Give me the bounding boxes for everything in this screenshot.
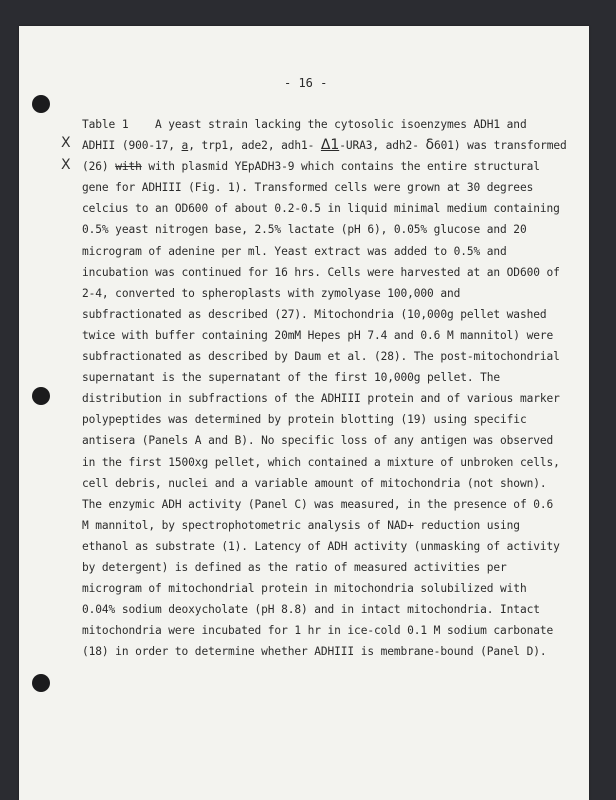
table-caption-text bbox=[82, 114, 587, 662]
text-line: microgram of mitochondrial protein in mitochondria solubilized with bbox=[82, 582, 527, 596]
page-number: - 16 - bbox=[284, 76, 328, 90]
text-line: 0.5% yeast nitrogen base, 2.5% lactate (pH 6), 0.05% glucose and 20 bbox=[82, 223, 527, 237]
handwritten-delta-annotation: δ bbox=[425, 137, 434, 154]
binder-hole bbox=[32, 95, 50, 113]
text-line: (26) with with plasmid YEpADH3-9 which contains the entire structural bbox=[82, 160, 540, 174]
text-line: by detergent) is defined as the ratio of measured activities per bbox=[82, 560, 507, 574]
text-line: distribution in subfractions of the ADHIII protein and of various marker bbox=[82, 392, 560, 406]
struck-word: with bbox=[115, 160, 142, 174]
text-line: polypeptides was determined by protein blotting (19) using specific bbox=[82, 413, 527, 427]
text-line: incubation was continued for 16 hrs. Cells were harvested at an OD600 of bbox=[82, 265, 560, 279]
text-line: 0.04% sodium deoxycholate (pH 8.8) and in intact mitochondria. Intact bbox=[82, 603, 540, 617]
binder-hole bbox=[32, 387, 50, 405]
text-line: Table 1 A yeast strain lacking the cytosolic isoenzymes ADH1 and bbox=[82, 118, 527, 131]
text-line: ethanol as substrate (1). Latency of ADH activity (unmasking of activity bbox=[82, 539, 560, 553]
handwritten-delta-annotation: Δ1 bbox=[320, 137, 340, 154]
margin-x-mark: X bbox=[61, 157, 71, 173]
text-line: celcius to an OD600 of about 0.2-0.5 in liquid minimal medium containing bbox=[82, 202, 560, 216]
text-line: mitochondria were incubated for 1 hr in ice-cold 0.1 M sodium carbonate bbox=[82, 624, 554, 638]
text-line: subfractionated as described (27). Mitochondria (10,000g pellet washed bbox=[82, 307, 547, 321]
text-line: ADHII (900-17, a, trp1, ade2, adh1- Δ1-URA3, adh2- δ601) was transformed bbox=[82, 137, 567, 154]
text-line: twice with buffer containing 20mM Hepes pH 7.4 and 0.6 M mannitol) were bbox=[82, 328, 554, 342]
margin-x-mark: X bbox=[61, 135, 71, 151]
text-line: 2-4, converted to spheroplasts with zymolyase 100,000 and bbox=[82, 286, 461, 300]
text-line: in the first 1500xg pellet, which contained a mixture of unbroken cells, bbox=[82, 455, 560, 469]
text-line: cell debris, nuclei and a variable amount of mitochondria (not shown). bbox=[82, 476, 547, 490]
binder-hole bbox=[32, 674, 50, 692]
text-line: antisera (Panels A and B). No specific loss of any antigen was observed bbox=[82, 434, 554, 448]
text-line: (18) in order to determine whether ADHIII is membrane-bound (Panel D). bbox=[82, 645, 547, 659]
text-line: subfractionated as described by Daum et al. (28). The post-mitochondrial bbox=[82, 350, 560, 364]
text-line: supernatant is the supernatant of the first 10,000g pellet. The bbox=[82, 371, 501, 385]
text-line: The enzymic ADH activity (Panel C) was measured, in the presence of 0.6 bbox=[82, 497, 554, 511]
text-line: microgram of adenine per ml. Yeast extract was added to 0.5% and bbox=[82, 244, 507, 258]
text-line: gene for ADHIII (Fig. 1). Transformed cells were grown at 30 degrees bbox=[82, 181, 534, 195]
text-line: M mannitol, by spectrophotometric analysis of NAD+ reduction using bbox=[82, 518, 520, 532]
